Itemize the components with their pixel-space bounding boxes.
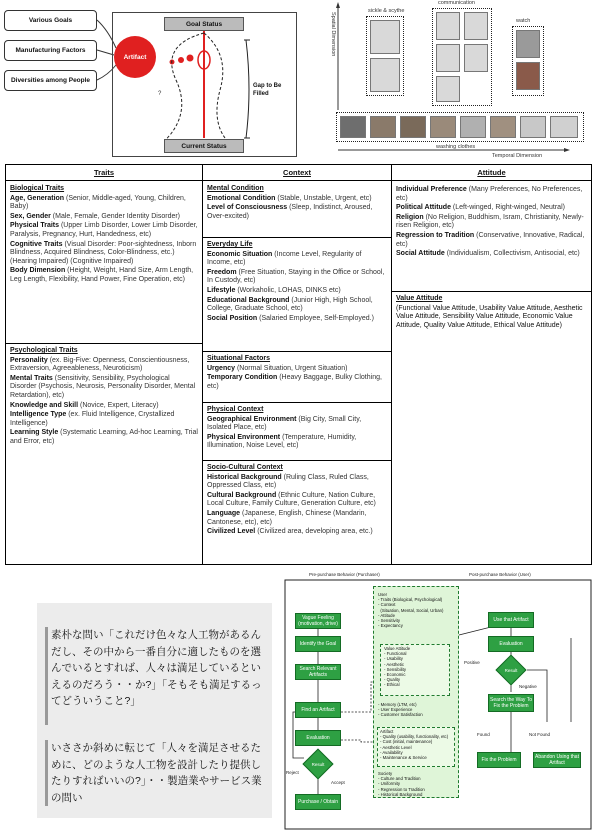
- found-label: Found: [477, 732, 490, 737]
- washing-photo-4: [430, 116, 456, 138]
- vague-feeling-box: Vague Feeling (motivation, drive): [295, 613, 341, 629]
- current-status-box: Current Status: [164, 139, 244, 153]
- context-item: Emotional Condition (Stable, Unstable, Urgent, etc): [207, 194, 372, 202]
- purchase-box: Purchase / Obtain: [295, 794, 341, 810]
- attitude-header: Attitude: [392, 165, 591, 181]
- context-item: Temporary Condition (Heavy Baggage, Bulky Clothing, etc): [207, 374, 382, 390]
- washing-photo-6: [490, 116, 516, 138]
- phone-photo-2: [464, 12, 488, 40]
- trait-item: Intelligence Type (ex. Fluid Intelligence, Crystallized Intelligence): [10, 411, 175, 427]
- washing-photo-1: [340, 116, 366, 138]
- physical-context-title: Physical Context: [207, 406, 264, 413]
- sickle-photo-2: [370, 58, 400, 92]
- spatial-temporal-figure: [326, 0, 594, 162]
- question-box: [37, 603, 272, 818]
- search-fix-box: Search the Way To Fix the Problem: [488, 694, 534, 712]
- svg-text:?: ?: [158, 91, 162, 97]
- attitude-section: [392, 184, 591, 262]
- trait-item: Knowledge and Skill (Novice, Expert, Literacy): [10, 401, 159, 409]
- value-attitude-text: (Functional Value Attitude, Usability Value Attitude, Aesthetic Value Attitude, Sensibility Value Attitude, Economic Value Attitude, Quality Value Attitude, Ethical Value Attitude): [396, 304, 583, 329]
- context-item: Historical Background (Ruling Class, Ruled Class, Oppressed Class, etc): [207, 473, 369, 490]
- reject-label: Reject: [286, 770, 299, 775]
- panel-memory-text: - Memory (LTM, etc) - User Experience - Customer Satisfaction: [378, 702, 423, 718]
- context-item: Urgency (Normal Situation, Urgent Situation): [207, 364, 348, 372]
- washing-photo-7: [520, 116, 546, 138]
- context-item: Freedom (Free Situation, Staying in the Office or School, In Custody, etc): [207, 268, 385, 285]
- washing-photo-2: [370, 116, 396, 138]
- mental-condition-title: Mental Condition: [207, 185, 264, 192]
- watch-photo-1: [516, 30, 540, 58]
- use-artifact-box: Use that Artifact: [488, 612, 534, 628]
- context-divider: [203, 460, 391, 461]
- value-attitude-title: Value Attitude: [396, 295, 443, 302]
- attitude-item: Social Attitude (Individualism, Collectivism, Antisocial, etc): [396, 250, 580, 258]
- positive-label: Positive: [464, 660, 480, 665]
- washing-photo-3: [400, 116, 426, 138]
- attitude-divider: [392, 291, 591, 292]
- everyday-life-section: [203, 239, 391, 326]
- psychological-traits-title: Psychological Traits: [10, 347, 78, 354]
- pre-purchase-label: Pre-purchase Behavior (Purchaser): [309, 572, 380, 577]
- context-item: Physical Environment (Temperature, Humidity, Illumination, Noise Level, etc): [207, 433, 357, 450]
- traits-header: Traits: [6, 165, 202, 181]
- trait-item: Cognitive Traits (Visual Disorder: Poor-sightedness, Inborn Blindness, Acquired Blindness, Color-Blindness, etc.) (Hearing Impaired) (Cognitive Impaired): [10, 240, 197, 265]
- manufacturing-factors-box: Manufacturing Factors: [4, 40, 97, 61]
- evaluation-box-right: Evaluation: [488, 636, 534, 652]
- find-artifact-box: Find an Artifact: [295, 702, 341, 718]
- panel-user-text: User - Traits (Biological, Psychological) - Context (Situation, Mental, Social, Urban) - Attitude - Sensitivity - Expectancy: [378, 592, 444, 629]
- context-item: Civilized Level (Civilized area, developing area, etc.): [207, 528, 373, 536]
- trait-item: Mental Traits (Sensitivity, Sensibility, Psychological Disorder (Psychosis, Neurosis, Personality Disorder, Mental Retardation), etc): [10, 374, 196, 399]
- question-accent-bar: [45, 627, 48, 725]
- evaluation-box-left: Evaluation: [295, 730, 341, 746]
- context-item: Social Position (Salaried Employee, Self-Employed.): [207, 314, 374, 322]
- phone-photo-3: [436, 44, 460, 72]
- context-item: Language (Japanese, English, Chinese (Mandarin, Cantonese, etc), etc): [207, 509, 367, 526]
- attitude-item: Religion (No Religion, Buddhism, Isram, Christianity, Newly-risen Religion, etc): [396, 213, 584, 230]
- communication-label: communication: [438, 0, 475, 6]
- situational-factors-section: [203, 353, 391, 394]
- context-item: Lifestyle (Workaholic, LOHAS, DINKS etc): [207, 286, 341, 294]
- trait-item: Physical Traits (Upper Limb Disorder, Lower Limb Disorder, Paralysis, Pregnancy, Hurt, Handedness, etc): [10, 222, 198, 238]
- trait-item: Learning Style (Systematic Learning, Ad-hoc Learning, Trial and Error, etc): [10, 429, 198, 445]
- panel-value-text: Value Attitude - Functional - Usability - Aesthetic - Sensibility - Economic - Quality - Ethical: [384, 646, 411, 688]
- post-purchase-label: Post-purchase Behavior (User): [469, 572, 531, 577]
- diversities-box: Diversities among People: [4, 70, 97, 91]
- sickle-label: sickle & scythe: [368, 8, 405, 14]
- phone-photo-1: [436, 12, 460, 40]
- spatial-dimension-label: Spatial Dimension: [330, 12, 336, 57]
- biological-traits-title: Biological Traits: [10, 185, 65, 192]
- trait-item: Sex, Gender (Male, Female, Gender Identity Disorder): [10, 212, 181, 220]
- human-factors-table: [5, 164, 592, 565]
- panel-artifact-text: Artifact - Quality (usability, functionality, etc) - Cost (initial, maintenance) - Aesthetic Level - Availability - Maintenance & Service: [380, 729, 449, 761]
- result-label-right: Result: [504, 668, 518, 673]
- goal-status-box: Goal Status: [164, 17, 244, 31]
- context-item: Cultural Background (Ethnic Culture, Nation Culture, Local Culture, Family Culture, Generation Culture, etc): [207, 491, 376, 508]
- attitude-item: Political Attitude (Left-winged, Right-winged, Neutral): [396, 204, 565, 212]
- washing-label: washing clothes: [436, 144, 476, 150]
- washing-photo-8: [550, 116, 578, 138]
- everyday-life-title: Everyday Life: [207, 241, 253, 248]
- trait-item: Body Dimension (Height, Weight, Hand Size, Arm Length, Leg Length, Flexibility, Hand Power, Fine Operation, etc): [10, 267, 194, 283]
- purchase-behavior-flowchart: [281, 572, 595, 831]
- phone-photo-5: [436, 76, 460, 102]
- watch-label: watch: [516, 18, 531, 24]
- context-divider: [203, 237, 391, 238]
- attitude-item: Individual Preference (Many Preferences, No Preferences, etc): [396, 186, 583, 202]
- negative-label: Negative: [519, 684, 537, 689]
- context-column: [203, 165, 392, 564]
- accept-label: Accept: [331, 780, 345, 785]
- gap-label: Gap to Be Filled: [253, 83, 282, 97]
- traits-column: [6, 165, 203, 564]
- question-1-text: 素朴な問い「これだけ色々な人工物があるんだし、その中から一番自分に適したものを選んでいるとすれば、人々は満足しているといえるのだろう・・か?」「そもそも満足するってどういうこと?」: [51, 629, 262, 707]
- mental-condition-section: [203, 183, 391, 224]
- context-item: Geographical Environment (Big City, Small City, Isolated Place, etc): [207, 415, 362, 432]
- artifact-circle: Artifact: [114, 36, 156, 78]
- temporal-dimension-label: Temporal Dimension: [492, 153, 543, 159]
- socio-cultural-section: [203, 462, 391, 540]
- result-label-left: Result: [311, 762, 325, 767]
- various-goals-box: Various Goals: [4, 10, 97, 31]
- context-divider: [203, 351, 391, 352]
- panel-society-text: Society - Culture and Tradition - Uniformity - Regression to Tradition - Historical Background: [378, 771, 425, 797]
- context-item: Economic Situation (Income Level, Regularity of Income, etc): [207, 250, 362, 267]
- fix-problem-box: Fix the Problem: [477, 752, 521, 768]
- trait-item: Age, Generation (Senior, Middle-aged, Young, Children, Baby): [10, 194, 186, 211]
- attitude-column: [392, 165, 591, 564]
- not-found-label: Not Found: [529, 732, 551, 737]
- value-attitude-section: [392, 293, 591, 333]
- physical-context-section: [203, 404, 391, 454]
- context-item: Educational Background (Junior High, High School, College, Graduate School, etc): [207, 296, 373, 313]
- phone-photo-4: [464, 44, 488, 72]
- search-artifacts-box: Search Relevant Artifacts: [295, 664, 341, 680]
- abandon-box: Abandon Using that Artifact: [533, 752, 581, 768]
- watch-photo-2: [516, 62, 540, 90]
- situational-factors-title: Situational Factors: [207, 355, 271, 362]
- goal-gap-figure: [0, 0, 300, 160]
- biological-traits-section: [6, 183, 202, 288]
- question-2-text: いささか斜めに転じて「人々を満足させるために、どのような人工物を設計したり提供したりすればいいの?」・・製造業やサービス業の問い: [51, 742, 262, 804]
- trait-item: Personality (ex. Big-Five: Openness, Conscientiousness, Extraversion, Agreeableness, Neuroticism): [10, 356, 190, 373]
- sickle-photo-1: [370, 20, 400, 54]
- context-item: Level of Consciousness (Sleep, Indistinct, Aroused, Over-excited): [207, 204, 373, 220]
- context-divider: [203, 402, 391, 403]
- question-accent-bar: [45, 740, 48, 806]
- socio-cultural-title: Socio-Cultural Context: [207, 464, 283, 471]
- attitude-item: Regression to Tradition (Conservative, Innovative, Radical, etc): [396, 231, 585, 248]
- context-header: Context: [203, 165, 391, 181]
- identify-goal-box: Identify the Goal: [295, 636, 341, 652]
- traits-divider: [6, 343, 202, 344]
- psychological-traits-section: [6, 345, 202, 450]
- washing-photo-5: [460, 116, 486, 138]
